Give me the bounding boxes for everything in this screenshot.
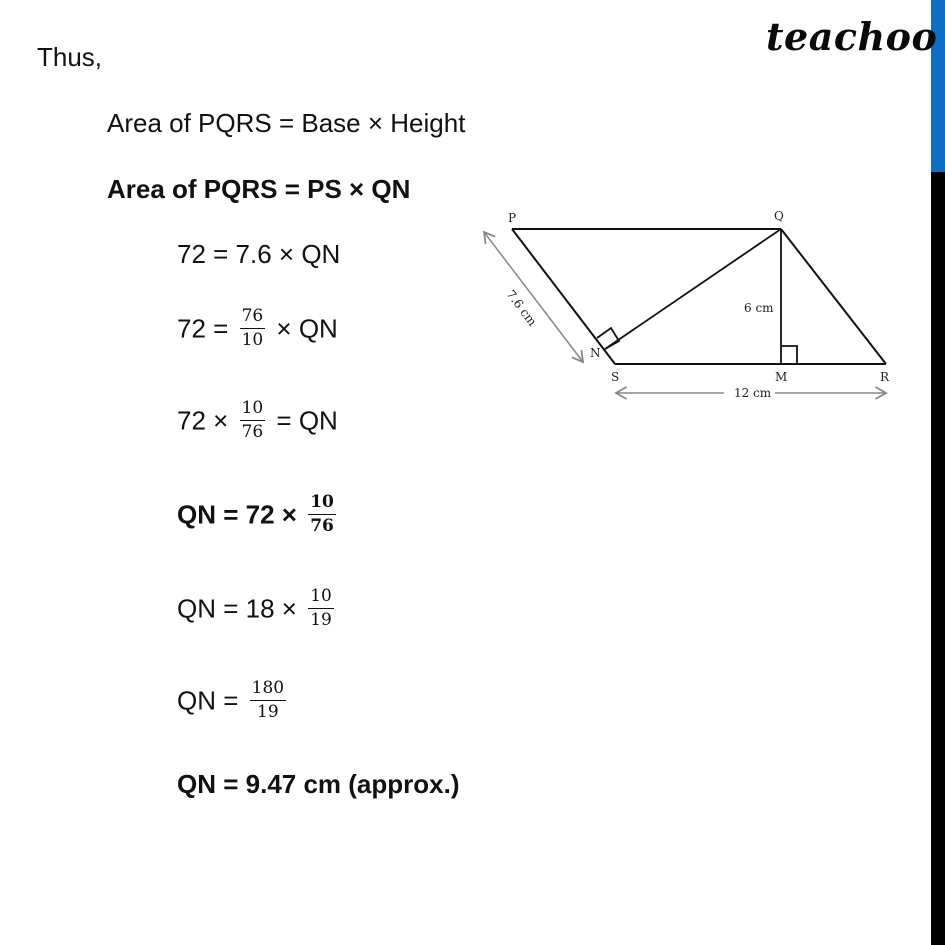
base-label: 12 cm [734, 386, 772, 400]
fraction-denominator: 76 [310, 516, 334, 536]
side-stripe [931, 0, 945, 945]
vertex-label-q: Q [774, 209, 784, 223]
fraction-denominator: 76 [241, 422, 264, 442]
vertex-label-r: R [880, 370, 890, 384]
fraction [240, 308, 266, 349]
step-3 [177, 398, 338, 443]
fraction-numerator: 180 [250, 680, 286, 701]
altitudes [597, 229, 797, 364]
fraction-numerator: 10 [308, 494, 336, 515]
side-label: 7.6 cm [503, 287, 540, 329]
step-3-prefix: 72 × [177, 405, 236, 436]
parallelogram-diagram [470, 200, 900, 410]
step-2-suffix: × QN [269, 313, 338, 344]
fraction-denominator: 19 [257, 702, 279, 722]
fraction-denominator: 19 [310, 610, 332, 630]
formula-specific: Area of PQRS = PS × QN [107, 174, 411, 204]
dimension-arrows [484, 232, 886, 393]
step-4 [177, 492, 340, 537]
vertex-label-p: P [508, 211, 517, 225]
step-2 [177, 306, 338, 351]
vertex-label-s: S [611, 370, 620, 384]
fraction-numerator: 10 [240, 400, 266, 421]
vertex-label-n: N [590, 346, 601, 360]
fraction [240, 400, 266, 441]
step-5-prefix: QN = 18 × [177, 593, 305, 624]
teachoo-logo: teachoo [766, 14, 938, 59]
fraction-numerator: 10 [308, 588, 334, 609]
step-5 [177, 586, 338, 631]
step-1: 72 = 7.6 × QN [177, 239, 341, 269]
fraction [308, 588, 334, 629]
fraction [250, 680, 286, 721]
step-6 [177, 678, 290, 723]
height-label: 6 cm [744, 301, 774, 315]
fraction [308, 494, 336, 535]
intro-text: Thus, [37, 42, 103, 72]
fraction-numerator: 76 [240, 308, 266, 329]
step-6-prefix: QN = [177, 685, 246, 716]
vertex-label-m: M [775, 370, 788, 384]
formula-general: Area of PQRS = Base × Height [107, 108, 466, 138]
parallelogram-edges [512, 229, 886, 364]
step-3-suffix: = QN [269, 405, 338, 436]
step-4-prefix: QN = 72 × [177, 499, 305, 530]
step-2-prefix: 72 = [177, 313, 236, 344]
final-answer: QN = 9.47 cm (approx.) [177, 769, 460, 799]
fraction-denominator: 10 [241, 330, 264, 350]
